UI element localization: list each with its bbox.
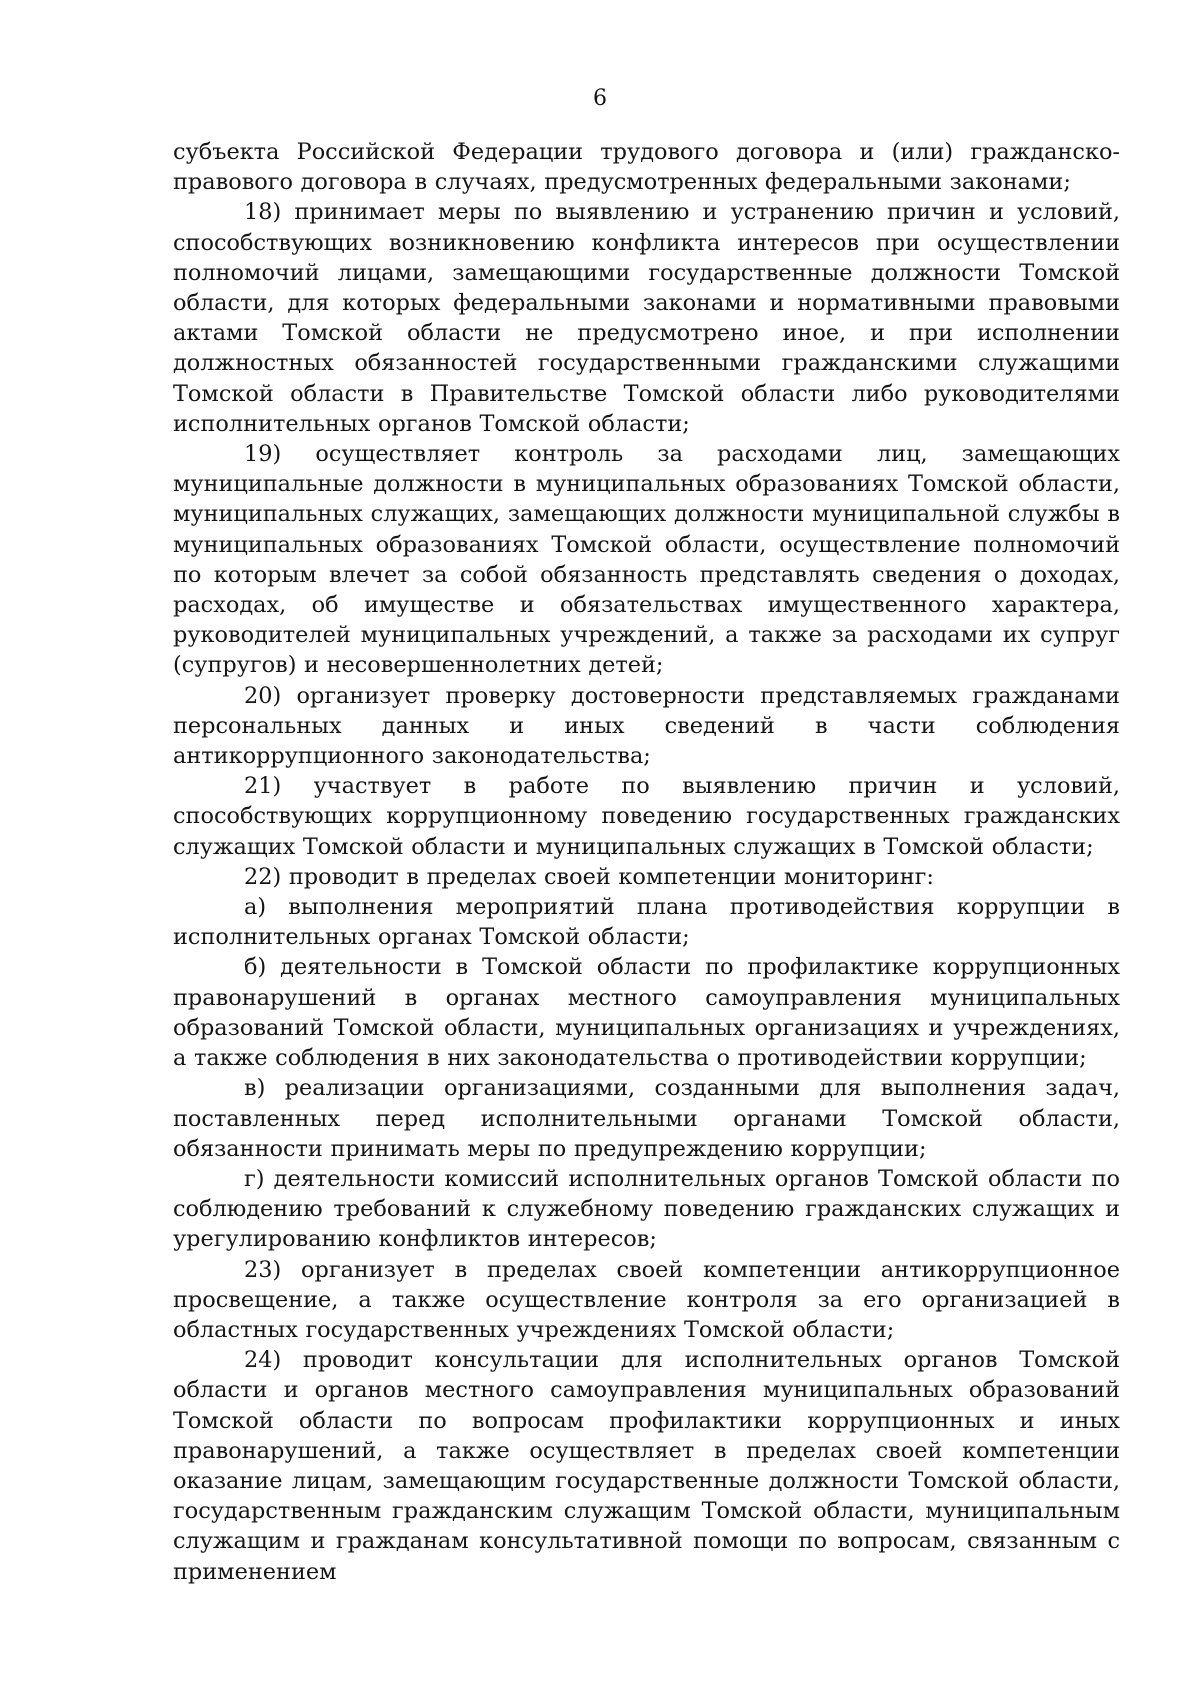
paragraph-subitem-b: б) деятельности в Томской области по профилактике коррупционных правонарушений в органах местного самоуправления муниципальных образований Томской области, муниципальных организациях и учреждениях, а также соблюдения в них законодательства о противодействии коррупции; [173, 954, 1120, 1072]
paragraph-item-24: 24) проводит консультации для исполнительных органов Томской области и органов местного самоуправления муниципальных образований Томской области по вопросам профилактики коррупционных и иных правонарушений, а также осуществляет в пределах своей компетенции оказание лицам, замещающим государственные должности Томской области, государственным гражданским служащим Томской области, муниципальным служащим и гражданам консультативной помощи по вопросам, связанным с применением [173, 1347, 1120, 1585]
document-body [173, 137, 1120, 1587]
paragraph-subitem-a: а) выполнения мероприятий плана противодействия коррупции в исполнительных органах Томской области; [173, 894, 1120, 951]
paragraph-item-22: 22) проводит в пределах своей компетенции мониторинг: [244, 863, 934, 890]
paragraph-subitem-v: в) реализации организациями, созданными для выполнения задач, поставленных перед исполнительными органами Томской области, обязанности принимать меры по предупреждению коррупции; [173, 1075, 1120, 1162]
page-number: 6 [593, 86, 607, 111]
paragraph-item-23: 23) организует в пределах своей компетенции антикоррупционное просвещение, а также осуществление контроля за его организацией в областных государственных учреждениях Томской области; [173, 1256, 1120, 1343]
paragraph-subitem-g: г) деятельности комиссий исполнительных органов Томской области по соблюдению требований к служебному поведению гражданских служащих и урегулированию конфликтов интересов; [173, 1165, 1120, 1253]
paragraph-continuation: субъекта Российской Федерации трудового договора и (или) гражданско-правового договора в случаях, предусмотренных федеральными законами; [173, 139, 1120, 196]
paragraph-item-18: 18) принимает меры по выявлению и устранению причин и условий, способствующих возникновению конфликта интересов при осуществлении полномочий лицами, замещающими государственные должности Томской области, для которых федеральными законами и нормативными правовыми актами Томской области не предусмотрено иное, и при исполнении должностных обязанностей государственными гражданскими служащими Томской области в Правительстве Томской области либо руководителями исполнительных органов Томской области; [173, 199, 1120, 437]
paragraph-item-19: 19) осуществляет контроль за расходами лиц, замещающих муниципальные должности в муниципальных образованиях Томской области, муниципальных служащих, замещающих должности муниципальной службы в муниципальных образованиях Томской области, осуществление полномочий по которым влечет за собой обязанность представлять сведения о доходах, расходах, об имуществе и обязательствах имущественного характера, руководителей муниципальных учреждений, а также за расходами их супруг (супругов) и несовершеннолетних детей; [173, 441, 1120, 679]
paragraph-item-20: 20) организует проверку достоверности представляемых гражданами персональных данных и иных сведений в части соблюдения антикоррупционного законодательства; [173, 682, 1120, 770]
paragraph-item-21: 21) участвует в работе по выявлению причин и условий, способствующих коррупционному поведению государственных гражданских служащих Томской области и муниципальных служащих в Томской области; [173, 773, 1120, 860]
